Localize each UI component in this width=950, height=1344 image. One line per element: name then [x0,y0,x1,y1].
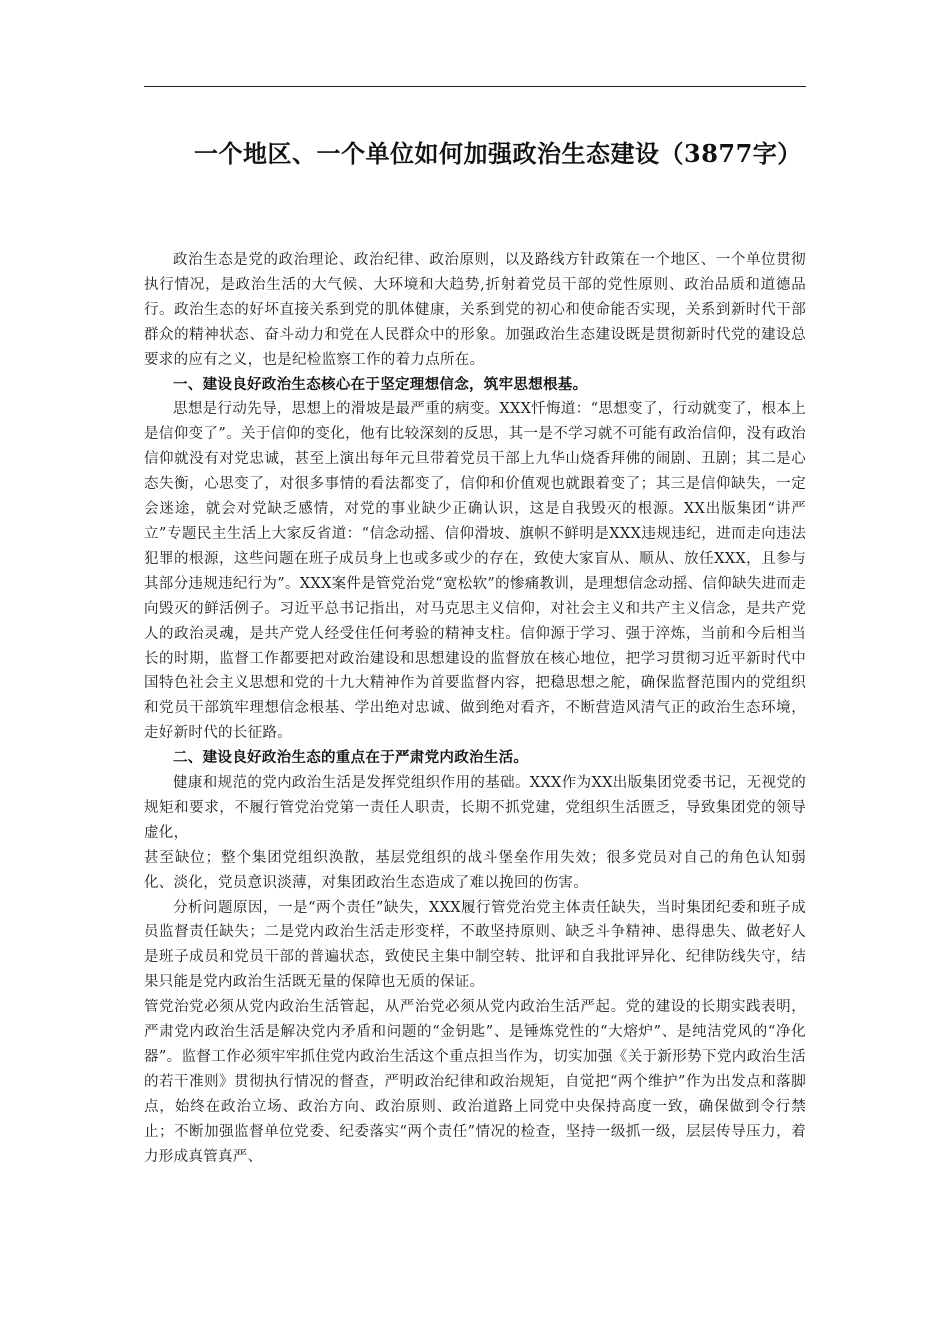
document-body [144,248,806,1170]
section-1-paragraph: 思想是行动先导，思想上的滑坡是最严重的病变。XXX忏悔道：“思想变了，行动就变了，根本上是信仰变了”。关于信仰的变化，他有比较深刻的反思，其一是不学习就不可能有政治信仰，没有政治信仰就没有对党忠诚，甚至上演出每年元旦带着党员干部上九华山烧香拜佛的闹剧、丑剧；其二是心态失衡，心思变了，对很多事情的看法都变了，信仰和价值观也就跟着变了；其三是信仰缺失，一定会迷途，就会对党缺乏感情，对党的事业缺少正确认识，这是自我毁灭的根源。XX出版集团“讲严立”专题民主生活上大家反省道：“信念动摇、信仰滑坡、旗帜不鲜明是XXX违规违纪，进而走向违法犯罪的根源，这些问题在班子成员身上也或多或少的存在，致使大家盲从、顺从、放任XXX，且参与其部分违规违纪行为”。XXX案件是管党治党“宽松软”的惨痛教训，是理想信念动摇、信仰缺失进而走向毁灭的鲜活例子。习近平总书记指出，对马克思主义信仰，对社会主义和共产主义信念，是共产党人的政治灵魂，是共产党人经受住任何考验的精神支柱。信仰源于学习、强于淬炼，当前和今后相当长的时期，监督工作都要把对政治建设和思想建设的监督放在核心地位，把学习贯彻习近平新时代中国特色社会主义思想和党的十九大精神作为首要监督内容，把稳思想之舵，确保监督范围内的党组织和党员干部筑牢理想信念根基、学出绝对忠诚、做到绝对看齐，不断营造风清气正的政治生态环境，走好新时代的长征路。 [144,401,806,742]
document-title: 一个地区、一个单位如何加强政治生态建设（3877字） [194,139,802,168]
section-heading-2: 二、建设良好政治生态的重点在于严肃党内政治生活。 [173,749,529,767]
section-2-paragraph-2: 分析问题原因，一是“两个责任”缺失，XXX履行管党治党主体责任缺失，当时集团纪委和班子成员监督责任缺失；二是党内政治生活走形变样，不敢坚持原则、缺乏斗争精神、患得患失、做老好人是班子成员和党员干部的普遍状态，致使民主集中制空转、批评和自我批评异化、纪律防线失守，结果只能是党内政治生活既无量的保障也无质的保证。 [144,899,806,991]
intro-paragraph: 政治生态是党的政治理论、政治纪律、政治原则，以及路线方针政策在一个地区、一个单位贯彻执行情况，是政治生活的大气候、大环境和大趋势,折射着党员干部的党性原则、政治品质和道德品行。政治生态的好坏直接关系到党的肌体健康，关系到党的初心和使命能否实现，关系到新时代干部群众的精神状态、奋斗动力和党在人民群众中的形象。加强政治生态建设既是贯彻新时代党的建设总要求的应有之义，也是纪检监察工作的着力点所在。 [144,252,806,368]
section-2-paragraph-1: 健康和规范的党内政治生活是发挥党组织作用的基础。XXX作为XX出版集团党委书记，无视党的规矩和要求，不履行管党治党第一责任人职责，长期不抓党建，党组织生活匮乏，导致集团党的领导虚化， [144,775,806,841]
header-rule [144,86,806,87]
section-heading-1: 一、建设良好政治生态核心在于坚定理想信念，筑牢思想根基。 [173,375,588,393]
section-2-paragraph-3: 管党治党必须从党内政治生活管起，从严治党必须从党内政治生活严起。党的建设的长期实践表明，严肃党内政治生活是解决党内矛盾和问题的“金钥匙”、是锤炼党性的“大熔炉”、是纯洁党风的“净化器”。监督工作必须牢牢抓住党内政治生活这个重点担当作为，切实加强《关于新形势下党内政治生活的若干准则》贯彻执行情况的督查，严明政治纪律和政治规矩，自觉把“两个维护”作为出发点和落脚点，始终在政治立场、政治方向、政治原则、政治道路上同党中央保持高度一致，确保做到令行禁止；不断加强监督单位党委、纪委落实“两个责任”情况的检查，坚持一级抓一级，层层传导压力，着力形成真管真严、 [144,999,806,1165]
section-2-paragraph-1-continued: 甚至缺位；整个集团党组织涣散，基层党组织的战斗堡垒作用失效；很多党员对自己的角色认知弱化、淡化，党员意识淡薄，对集团政治生态造成了难以挽回的伤害。 [144,849,806,891]
